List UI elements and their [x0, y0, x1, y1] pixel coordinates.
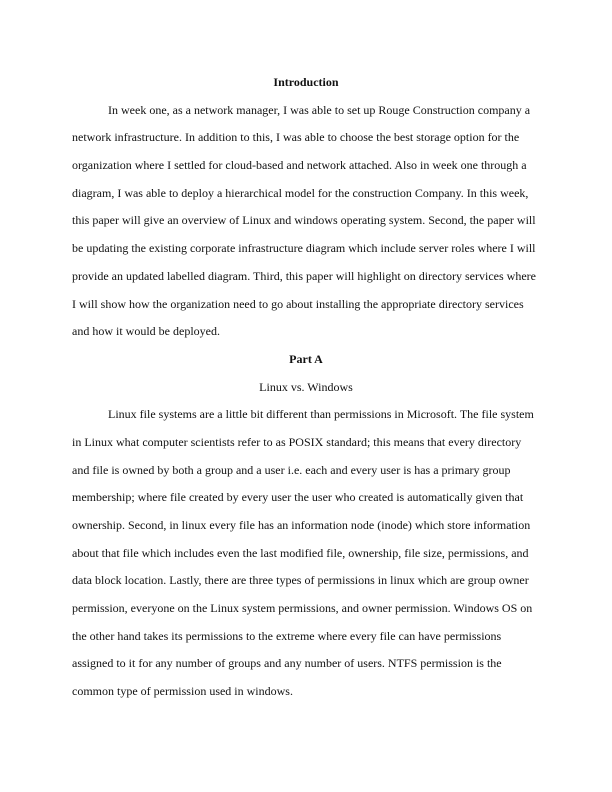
paragraph-line: this paper will give an overview of Linux and windows operating system. Second, the paper will: [72, 213, 536, 228]
paragraph-line: common type of permission used in windows.: [72, 684, 293, 699]
part-a-paragraph: [72, 401, 540, 706]
paragraph-line: diagram, I was able to deploy a hierarchical model for the construction Company. In this week,: [72, 185, 529, 200]
paragraph-line: in Linux what computer scientists refer to as POSIX standard; this means that every directory: [72, 434, 522, 449]
paragraph-line: network infrastructure. In addition to this, I was able to choose the best storage option for the: [72, 130, 520, 145]
introduction-heading: Introduction: [273, 75, 339, 89]
paragraph-line: In week one, as a network manager, I was able to set up Rouge Construction company a: [108, 102, 531, 117]
paragraph-line: membership; where file created by every user the user who created is automatically given that: [72, 490, 524, 505]
paragraph-line: assigned to it for any number of groups and any number of users. NTFS permission is the: [72, 656, 502, 671]
introduction-paragraph: [72, 97, 540, 346]
paragraph-line: Linux file systems are a little bit different than permissions in Microsoft. The file system: [108, 407, 534, 422]
paragraph-line: ownership. Second, in linux every file has an information node (inode) which store information: [72, 518, 531, 532]
document-page: [72, 69, 540, 706]
paragraph-line: I will show how the organization need to go about installing the appropriate directory services: [72, 296, 524, 311]
paragraph-line: about that file which includes even the last modified file, ownership, file size, permissions, and: [72, 545, 529, 560]
paragraph-line: permission, everyone on the Linux system permissions, and owner permission. Windows OS on: [72, 601, 533, 616]
part-a-heading: Part A: [289, 351, 323, 366]
paragraph-line: the other hand takes its permissions to the extreme where every file can have permissions: [72, 628, 502, 643]
paragraph-line: be updating the existing corporate infrastructure diagram which include server roles where I will: [72, 241, 536, 256]
paragraph-line: organization where I settled for cloud-based and network attached. Also in week one through a: [72, 158, 527, 173]
paragraph-line: data block location. Lastly, there are three types of permissions in linux which are group owner: [72, 573, 529, 588]
paragraph-line: provide an updated labelled diagram. Third, this paper will highlight on directory services where: [72, 268, 536, 283]
paragraph-line: and how it would be deployed.: [72, 324, 220, 339]
paragraph-line: and file is owned by both a group and a user i.e. each and every user is has a primary group: [72, 462, 511, 477]
part-a-subheading: Linux vs. Windows: [259, 379, 353, 394]
